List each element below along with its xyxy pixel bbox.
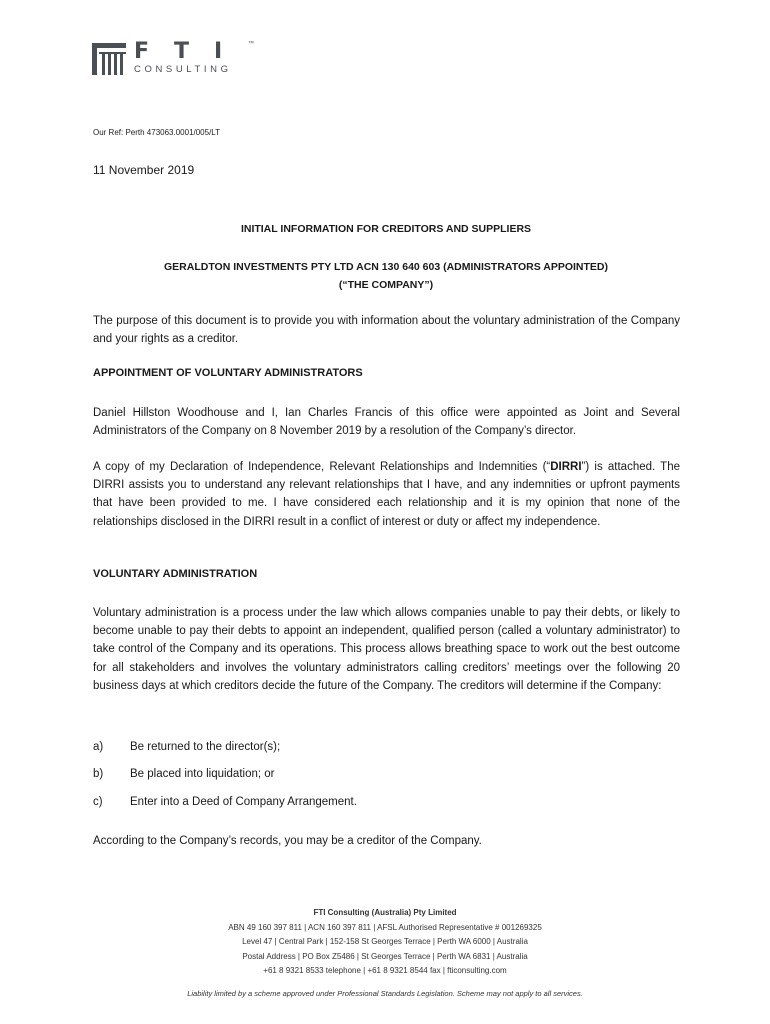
footer-contact: +61 8 9321 8533 telephone | +61 8 9321 8544 fax | fticonsulting.com	[263, 966, 507, 975]
dirri-text-before: A copy of my Declaration of Independence, Relevant Relationships and Indemnities (“	[93, 461, 551, 473]
closing-paragraph: According to the Company’s records, you may be a creditor of the Company.	[93, 835, 482, 847]
dirri-term: DIRRI	[550, 461, 582, 473]
section-heading-appointment: APPOINTMENT OF VOLUNTARY ADMINISTRATORS	[93, 367, 363, 379]
section-heading-voluntary-administration: VOLUNTARY ADMINISTRATION	[93, 568, 258, 580]
list-item-text: Be placed into liquidation; or	[130, 768, 275, 780]
intro-paragraph: The purpose of this document is to provide you with information about the voluntary administration of the Company and your rights as a creditor.	[93, 315, 680, 346]
subject-line-2: (“THE COMPANY”)	[338, 279, 434, 291]
footer-postal-address: Postal Address | PO Box Z5486 | St Georges Terrace | Perth WA 6831 | Australia	[242, 951, 528, 961]
subject-heading	[93, 258, 679, 294]
list-item-label: b)	[93, 768, 104, 780]
list-item-label: a)	[93, 741, 104, 753]
logo-wordmark: FTI	[134, 39, 248, 64]
list-item-label: c)	[93, 796, 103, 808]
dirri-text-after: ”) is attached. The DIRRI assists you to understand any relevant relationships that I have, and any indemnities or upfront payments that have been provided to me. I have considered each relationship and it is my opinion that none of the relationships disclosed in the DIRRI result in a conflict of interest or duty or affect my independence.	[93, 461, 680, 528]
fti-consulting-logo	[92, 41, 262, 77]
letter-date: 11 November 2019	[93, 163, 195, 177]
reference-number: Our Ref: Perth 473063.0001/005/LT	[93, 128, 221, 137]
logo-subtitle: CONSULTING	[134, 64, 232, 75]
list-item-text: Be returned to the director(s);	[130, 741, 281, 753]
footer-registration: ABN 49 160 397 811 | ACN 160 397 811 | AFSL Authorised Representative # 001269325	[228, 922, 542, 932]
fti-logo-mark-icon	[92, 43, 126, 75]
footer-company-name: FTI Consulting (Australia) Pty Limited	[313, 908, 457, 917]
appointment-paragraph: Daniel Hillston Woodhouse and I, Ian Charles Francis of this office were appointed as Joint and Several Administrators of the Company on 8 November 2019 by a resolution of the Company’s director.	[93, 407, 680, 438]
voluntary-administration-paragraph: Voluntary administration is a process under the law which allows companies unable to pay their debts, or likely to become unable to pay their debts to appoint an independent, qualified person (called a voluntary administrator) to take control of the Company and its operations. This process allows breathing space to work out the best outcome for all stakeholders and involves the voluntary administrators calling creditors’ meetings over the following 20 business days at which creditors decide the future of the Company. The creditors will determine if the Company:	[93, 607, 680, 692]
document-title: INITIAL INFORMATION FOR CREDITORS AND SUPPLIERS	[240, 223, 532, 235]
subject-line-1: GERALDTON INVESTMENTS PTY LTD ACN 130 640 603 (ADMINISTRATORS APPOINTED)	[164, 261, 608, 273]
list-item-text: Enter into a Deed of Company Arrangement.	[130, 796, 357, 808]
liability-disclaimer: Liability limited by a scheme approved under Professional Standards Legislation. Scheme may not apply to all services.	[187, 989, 583, 998]
dirri-paragraph	[93, 458, 680, 531]
logo-trademark: ™	[248, 41, 254, 47]
footer	[0, 906, 770, 979]
footer-address: Level 47 | Central Park | 152-158 St Georges Terrace | Perth WA 6000 | Australia	[242, 937, 528, 946]
